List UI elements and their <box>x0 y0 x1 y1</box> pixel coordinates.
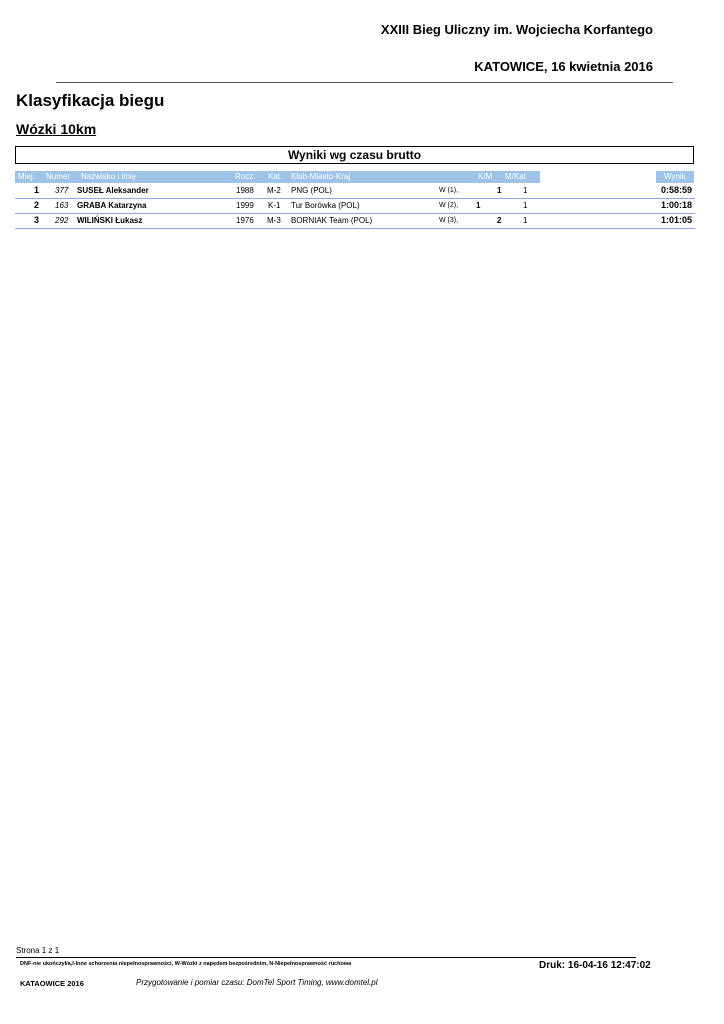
column-header-category: Kat. <box>268 172 283 181</box>
print-date: Druk: 16-04-16 12:47:02 <box>539 960 651 971</box>
row-result: 0:58:59 <box>661 185 693 195</box>
row-club: BORNIAK Team (POL) <box>291 216 373 225</box>
column-header-name: Nazwisko i imię <box>81 172 137 181</box>
row-number: 377 <box>55 186 69 195</box>
table-header-result <box>656 171 694 183</box>
column-header-place: Miej. <box>18 172 35 181</box>
row-category: M-3 <box>267 216 281 225</box>
row-place: 1 <box>34 185 40 195</box>
footer-credit: Przygotowanie i pomiar czasu: DomTel Sport Timing, www.domtel.pl <box>136 978 378 987</box>
row-club: Tur Borówka (POL) <box>291 201 360 210</box>
row-k: 1 <box>476 201 481 210</box>
row-result: 1:00:18 <box>661 200 693 210</box>
table-header <box>15 171 540 183</box>
event-title: XXIII Bieg Uliczny im. Wojciecha Korfantego <box>380 22 653 37</box>
results-caption: Wyniki wg czasu brutto <box>15 146 694 164</box>
row-number: 163 <box>55 201 69 210</box>
row-mkat: 1 <box>523 186 528 195</box>
row-category: K-1 <box>268 201 281 210</box>
row-w: W (1), <box>439 187 459 194</box>
legend-text: DNF-nie ukończył/a,I-Inne schorzenia niepełnosprawności, W-Wózki z napędem bezpośrednim, N-Niepełnosprawność ruchowa <box>20 961 352 967</box>
row-name: GRABA Katarzyna <box>77 201 147 210</box>
row-name: SUSEŁ Aleksander <box>77 186 149 195</box>
column-header-number: Numer <box>46 172 71 181</box>
category-title: Wózki 10km <box>16 121 97 137</box>
page-number: Strona 1 z 1 <box>16 946 60 955</box>
table-row <box>15 214 695 229</box>
row-category: M-2 <box>267 186 281 195</box>
row-mkat: 1 <box>523 216 528 225</box>
column-header-club: Klub-Miasto-Kraj <box>291 172 351 181</box>
table-row <box>15 199 695 214</box>
table-row <box>15 184 695 199</box>
header-divider <box>56 82 673 83</box>
row-place: 2 <box>34 200 40 210</box>
row-m: 2 <box>497 216 502 225</box>
footer-place: KATAOWICE 2016 <box>20 979 84 988</box>
row-year: 1999 <box>236 201 254 210</box>
row-place: 3 <box>34 215 40 225</box>
column-header-result: Wynik <box>664 172 686 181</box>
row-mkat: 1 <box>523 201 528 210</box>
page-title: Klasyfikacja biegu <box>16 91 165 110</box>
row-number: 292 <box>55 216 69 225</box>
row-w: W (2), <box>439 202 459 209</box>
column-header-mkat: M/Kat <box>505 172 526 181</box>
row-year: 1976 <box>236 216 254 225</box>
row-m: 1 <box>497 186 502 195</box>
event-place-date: KATOWICE, 16 kwietnia 2016 <box>474 59 653 74</box>
footer-divider <box>16 957 636 958</box>
row-w: W (3), <box>439 217 459 224</box>
column-header-year: Rocz. <box>235 172 256 181</box>
row-result: 1:01:05 <box>661 215 693 225</box>
column-header-km: K/M <box>478 172 493 181</box>
row-name: WILIŃSKI Łukasz <box>77 216 143 225</box>
row-club: PNG (POL) <box>291 186 332 195</box>
row-year: 1988 <box>236 186 254 195</box>
